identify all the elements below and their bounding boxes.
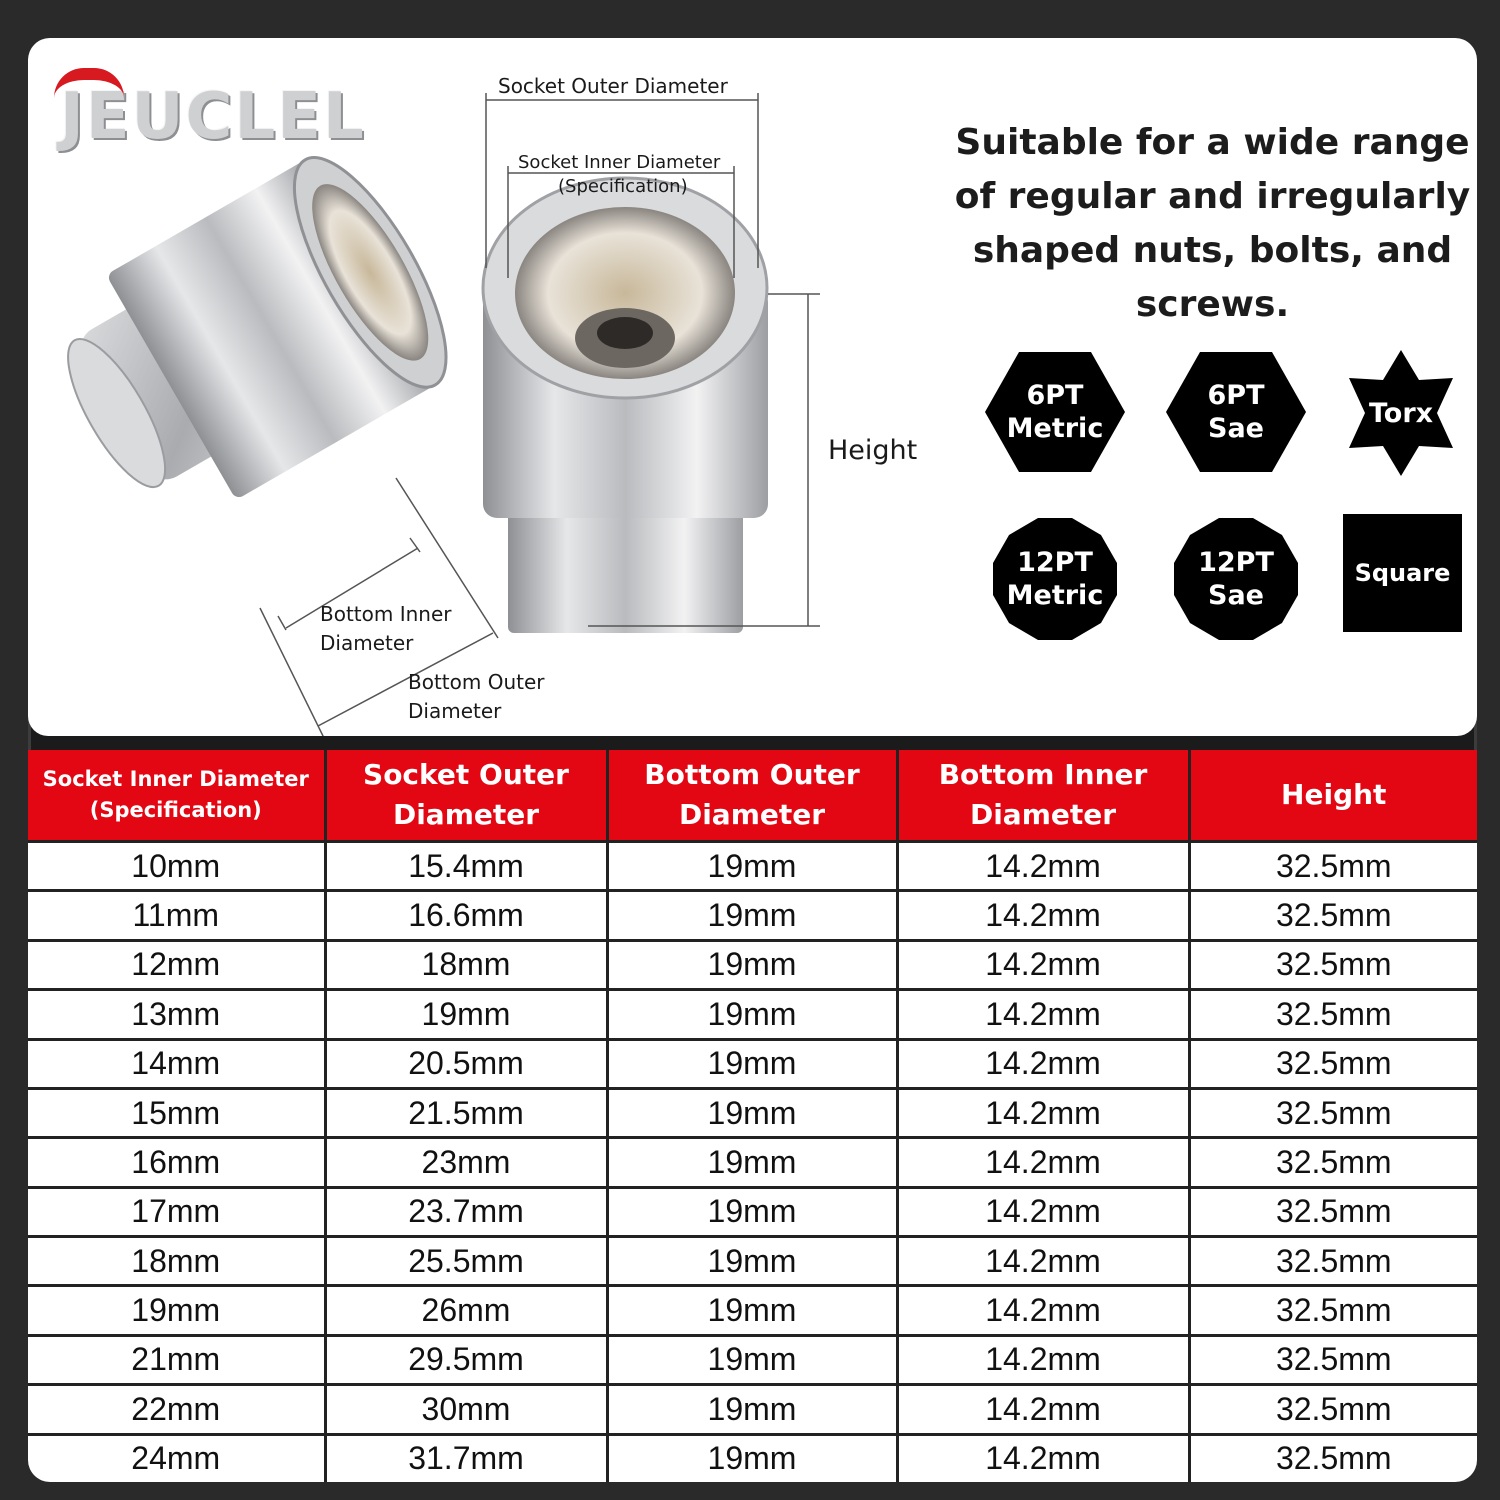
cell-bottom-outer-diameter: 19mm — [607, 1434, 897, 1482]
table-row — [28, 891, 1477, 940]
cell-bottom-outer-diameter: 19mm — [607, 1335, 897, 1384]
cell-socket-inner-diameter: 14mm — [28, 1039, 325, 1088]
cell-height: 32.5mm — [1189, 842, 1477, 891]
cell-socket-outer-diameter: 21.5mm — [325, 1088, 607, 1137]
shape-label: 6PT Metric — [1006, 380, 1104, 444]
shape-label: Torx — [1368, 397, 1434, 429]
cell-height: 32.5mm — [1189, 940, 1477, 989]
cell-bottom-inner-diameter: 14.2mm — [897, 1088, 1189, 1137]
cell-height: 32.5mm — [1189, 1237, 1477, 1286]
header-bottom-outer-diameter: Bottom Outer Diameter — [607, 750, 897, 842]
table-header-row — [28, 750, 1477, 842]
cell-socket-inner-diameter: 24mm — [28, 1434, 325, 1482]
cell-socket-outer-diameter: 19mm — [325, 990, 607, 1039]
cell-bottom-outer-diameter: 19mm — [607, 990, 897, 1039]
shape-label: Square — [1354, 558, 1451, 587]
cell-bottom-inner-diameter: 14.2mm — [897, 990, 1189, 1039]
cell-bottom-outer-diameter: 19mm — [607, 1237, 897, 1286]
table-row — [28, 1237, 1477, 1286]
table-row — [28, 1286, 1477, 1335]
cell-socket-inner-diameter: 18mm — [28, 1237, 325, 1286]
shape-label: 12PT Metric — [1006, 547, 1104, 611]
cell-bottom-inner-diameter: 14.2mm — [897, 891, 1189, 940]
table-row — [28, 1385, 1477, 1434]
table-row — [28, 1088, 1477, 1137]
table-body — [28, 842, 1477, 1483]
table-row — [28, 1138, 1477, 1187]
table-row — [28, 842, 1477, 891]
shape-square — [1343, 514, 1462, 632]
cell-bottom-outer-diameter: 19mm — [607, 1088, 897, 1137]
label-bottom-inner-2: Diameter — [320, 631, 414, 655]
cell-socket-outer-diameter: 29.5mm — [325, 1335, 607, 1384]
shape-label: 6PT Sae — [1207, 380, 1265, 444]
socket-diagram — [28, 38, 958, 736]
table-row — [28, 990, 1477, 1039]
cell-height: 32.5mm — [1189, 1039, 1477, 1088]
cell-height: 32.5mm — [1189, 1187, 1477, 1236]
label-specification: (Specification) — [558, 176, 688, 197]
cell-socket-inner-diameter: 19mm — [28, 1286, 325, 1335]
cell-bottom-inner-diameter: 14.2mm — [897, 1385, 1189, 1434]
cell-socket-outer-diameter: 31.7mm — [325, 1434, 607, 1482]
cell-bottom-outer-diameter: 19mm — [607, 842, 897, 891]
cell-height: 32.5mm — [1189, 1088, 1477, 1137]
cell-height: 32.5mm — [1189, 1385, 1477, 1434]
label-bottom-inner-1: Bottom Inner — [320, 602, 452, 626]
cell-bottom-inner-diameter: 14.2mm — [897, 1237, 1189, 1286]
label-socket-inner-diameter: Socket Inner Diameter — [518, 152, 721, 173]
cell-socket-inner-diameter: 11mm — [28, 891, 325, 940]
shape-12pt-sae — [1172, 516, 1300, 642]
spec-table — [28, 750, 1477, 1482]
cell-height: 32.5mm — [1189, 1286, 1477, 1335]
shape-6pt-sae — [1164, 350, 1308, 474]
cell-socket-outer-diameter: 15.4mm — [325, 842, 607, 891]
cell-height: 32.5mm — [1189, 1138, 1477, 1187]
left-socket — [30, 137, 474, 544]
cell-socket-inner-diameter: 17mm — [28, 1187, 325, 1236]
cell-bottom-inner-diameter: 14.2mm — [897, 1335, 1189, 1384]
socket-illustration — [28, 38, 958, 736]
cell-bottom-outer-diameter: 19mm — [607, 891, 897, 940]
cell-socket-outer-diameter: 18mm — [325, 940, 607, 989]
cell-socket-outer-diameter: 23mm — [325, 1138, 607, 1187]
cell-bottom-inner-diameter: 14.2mm — [897, 1187, 1189, 1236]
cell-bottom-outer-diameter: 19mm — [607, 1385, 897, 1434]
table-row — [28, 1335, 1477, 1384]
cell-bottom-outer-diameter: 19mm — [607, 940, 897, 989]
label-height: Height — [828, 435, 918, 466]
table-row — [28, 1039, 1477, 1088]
cell-height: 32.5mm — [1275, 1440, 1392, 1477]
header-bottom-inner-diameter: Bottom Inner Diameter — [897, 750, 1189, 842]
cell-height: 32.5mm — [1189, 990, 1477, 1039]
cell-socket-outer-diameter: 23.7mm — [325, 1187, 607, 1236]
label-bottom-outer-2: Diameter — [408, 699, 502, 723]
cell-socket-inner-diameter: 12mm — [28, 940, 325, 989]
label-socket-outer-diameter: Socket Outer Diameter — [498, 74, 728, 98]
cell-bottom-inner-diameter: 14.2mm — [897, 1138, 1189, 1187]
cell-socket-inner-diameter: 16mm — [28, 1138, 325, 1187]
cell-bottom-inner-diameter: 14.2mm — [897, 940, 1189, 989]
headline: Suitable for a wide range of regular and irregularly shaped nuts, bolts, and screws. — [954, 122, 1471, 325]
cell-bottom-outer-diameter: 19mm — [607, 1138, 897, 1187]
table-row — [28, 1187, 1477, 1236]
cell-bottom-inner-diameter: 14.2mm — [897, 1039, 1189, 1088]
cell-socket-outer-diameter: 25.5mm — [325, 1237, 607, 1286]
cell-socket-outer-diameter: 16.6mm — [325, 891, 607, 940]
cell-bottom-outer-diameter: 19mm — [607, 1286, 897, 1335]
cell-socket-inner-diameter: 10mm — [28, 842, 325, 891]
cell-bottom-outer-diameter: 19mm — [607, 1039, 897, 1088]
cell-socket-outer-diameter: 20.5mm — [325, 1039, 607, 1088]
header-socket-outer-diameter: Socket Outer Diameter — [325, 750, 607, 842]
table-row — [28, 1434, 1477, 1482]
cell-height: 32.5mm — [1189, 891, 1477, 940]
header-height: Height — [1189, 750, 1477, 842]
cell-height: 32.5mm — [1189, 1335, 1477, 1384]
shape-label: 12PT Sae — [1198, 547, 1274, 611]
logo-text: JEUCLEL — [60, 80, 366, 154]
right-socket — [483, 178, 768, 633]
label-bottom-outer-1: Bottom Outer — [408, 670, 545, 694]
table-row — [28, 940, 1477, 989]
header-socket-inner-diameter: Socket Inner Diameter (Specification) — [28, 750, 325, 842]
cell-socket-outer-diameter: 26mm — [325, 1286, 607, 1335]
shape-12pt-metric — [991, 516, 1119, 642]
cell-socket-inner-diameter: 15mm — [28, 1088, 325, 1137]
cell-socket-outer-diameter: 30mm — [325, 1385, 607, 1434]
shape-6pt-metric — [983, 350, 1127, 474]
cell-socket-inner-diameter: 21mm — [28, 1335, 325, 1384]
shape-torx — [1331, 348, 1471, 478]
cell-socket-inner-diameter: 22mm — [28, 1385, 325, 1434]
cell-bottom-outer-diameter: 19mm — [607, 1187, 897, 1236]
product-infographic — [28, 38, 1477, 1482]
cell-bottom-inner-diameter: 14.2mm — [897, 1434, 1189, 1482]
cell-socket-inner-diameter: 13mm — [28, 990, 325, 1039]
top-panel — [28, 38, 1477, 736]
cell-bottom-inner-diameter: 14.2mm — [897, 842, 1189, 891]
cell-bottom-inner-diameter: 14.2mm — [897, 1286, 1189, 1335]
